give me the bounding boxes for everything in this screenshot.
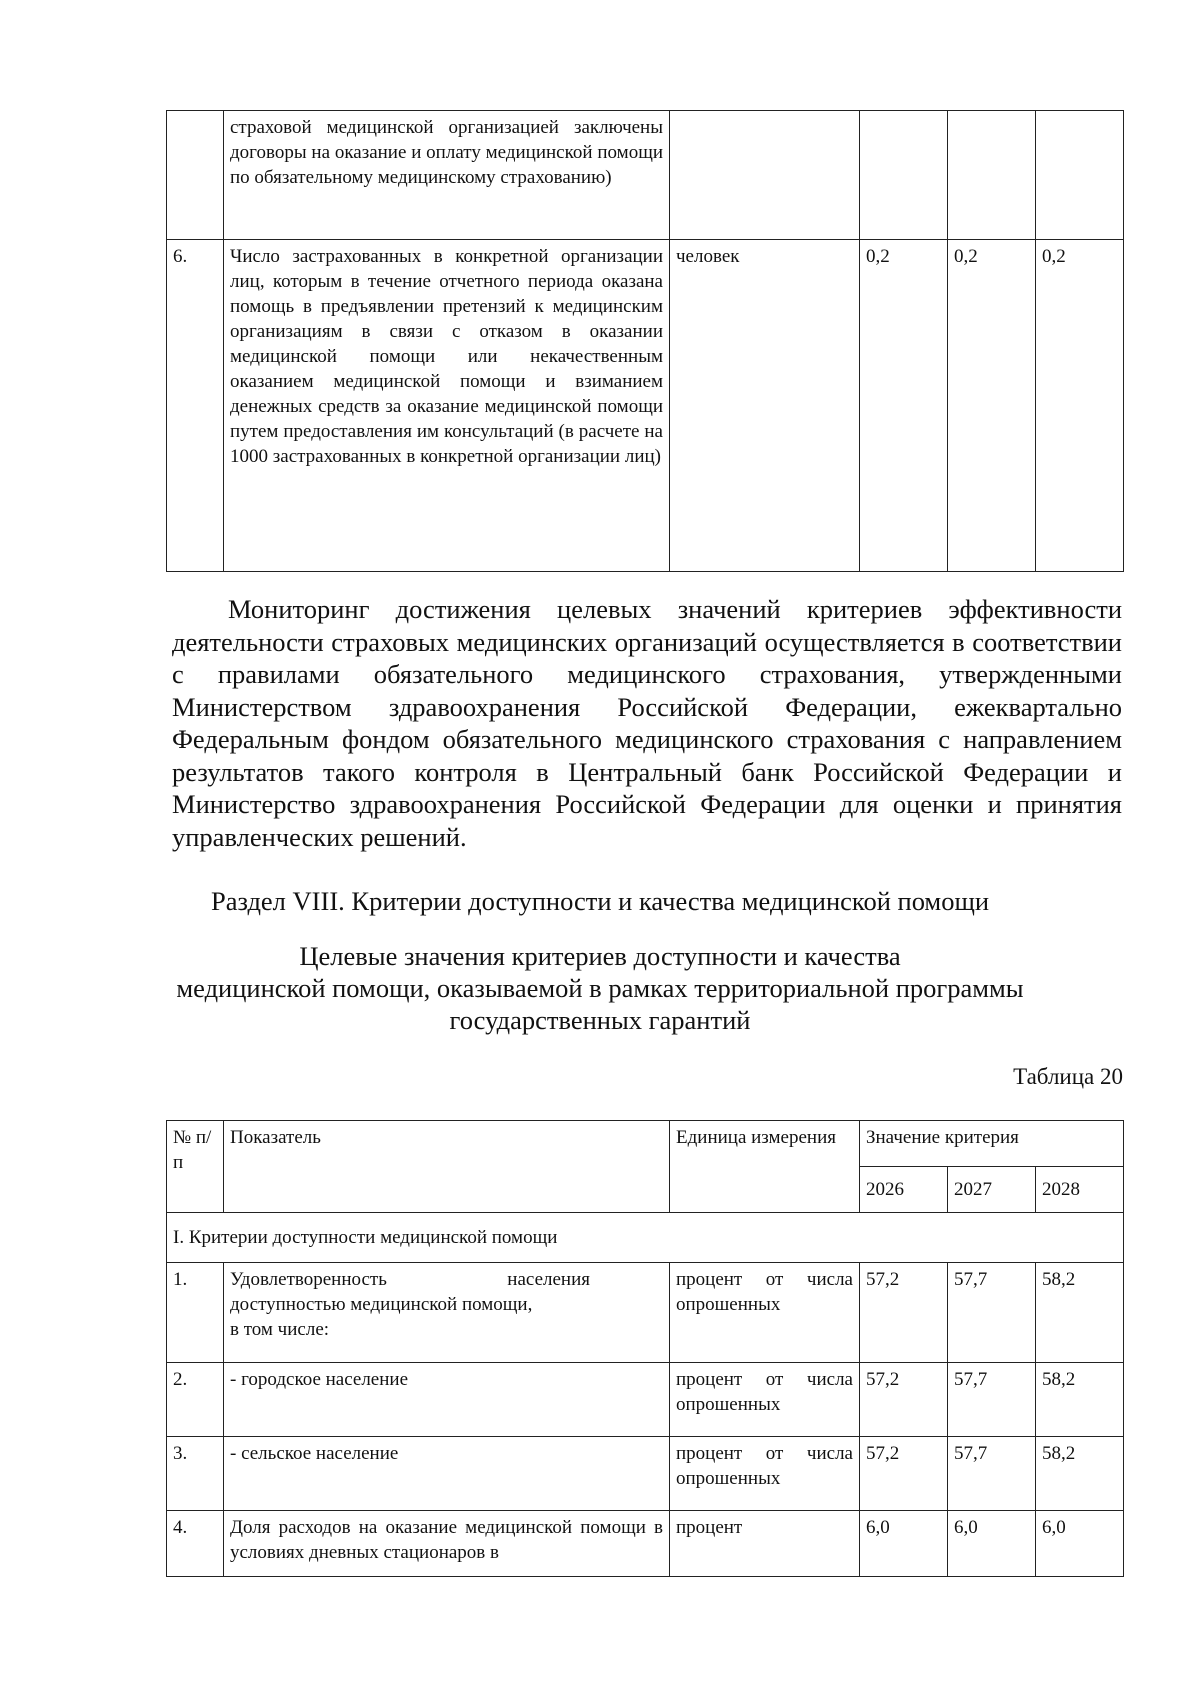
section-title: Раздел VIII. Критерии доступности и качества медицинской помощи xyxy=(210,886,990,916)
subtitle-line: медицинской помощи, оказываемой в рамках территориальной программы xyxy=(176,973,1024,1003)
table-row xyxy=(167,1363,1124,1437)
value-2028: 58,2 xyxy=(1036,1437,1124,1511)
subtitle-line: Целевые значения критериев доступности и качества xyxy=(299,941,901,971)
value-2026: 57,2 xyxy=(860,1263,948,1363)
value-2027 xyxy=(948,111,1036,240)
header-year-2026: 2026 xyxy=(860,1167,948,1213)
value-2027: 57,7 xyxy=(948,1363,1036,1437)
header-year-2028: 2028 xyxy=(1036,1167,1124,1213)
indicator-cell: Доля расходов на оказание медицинской помощи в условиях дневных стационаров в xyxy=(224,1511,670,1577)
table-row xyxy=(167,1511,1124,1577)
value-2027: 6,0 xyxy=(948,1511,1036,1577)
table-row xyxy=(167,240,1124,572)
row-number: 1. xyxy=(167,1263,224,1363)
unit-cell xyxy=(670,111,860,240)
value-2027: 57,7 xyxy=(948,1437,1036,1511)
subtitle-line: государственных гарантий xyxy=(449,1005,751,1035)
header-indicator: Показатель xyxy=(224,1121,670,1213)
value-2026: 57,2 xyxy=(860,1363,948,1437)
indicator-cell: - городское население xyxy=(224,1363,670,1437)
monitoring-paragraph: Мониторинг достижения целевых значений критериев эффективности деятельности страховых медицинских организаций осуществляется в соответствии с правилами обязательного медицинского страхования, утвержденными Министерством здравоохранения Российской Федерации, ежеквартально Федеральным фондом обязательного медицинского страхования с направлением результатов такого контроля в Центральный банк Российской Федерации и Министерство здравоохранения Российской Федерации для оценки и принятия управленческих решений. xyxy=(172,594,1122,852)
table-row xyxy=(167,1437,1124,1511)
table-subtitle xyxy=(0,940,1200,1036)
indicator-cell: Число застрахованных в конкретной организации лиц, которым в течение отчетного периода оказана помощь в предъявлении претензий к медицинским организациям в связи с отказом в оказании медицинской помощи или некачественным оказанием медицинской помощи и взиманием денежных средств за оказание медицинской помощи путем предоставления им консультаций (в расчете на 1000 застрахованных в конкретной организации лиц) xyxy=(224,240,670,572)
value-2026: 57,2 xyxy=(860,1437,948,1511)
row-number xyxy=(167,111,224,240)
header-num: № п/п xyxy=(167,1121,224,1213)
header-year-2027: 2027 xyxy=(948,1167,1036,1213)
row-number: 2. xyxy=(167,1363,224,1437)
table-header-row xyxy=(167,1121,1124,1167)
table-number-label: Таблица 20 xyxy=(1013,1064,1123,1089)
indicator-cell: страховой медицинской организацией заключены договоры на оказание и оплату медицинской помощи по обязательному медицинскому страхованию) xyxy=(224,111,670,240)
unit-cell: человек xyxy=(670,240,860,572)
value-2028: 58,2 xyxy=(1036,1263,1124,1363)
value-2027: 57,7 xyxy=(948,1263,1036,1363)
header-unit: Единица измерения xyxy=(670,1121,860,1213)
value-2026: 6,0 xyxy=(860,1511,948,1577)
value-2028: 0,2 xyxy=(1036,240,1124,572)
group-title: I. Критерии доступности медицинской помощи xyxy=(167,1213,1124,1263)
value-2028: 58,2 xyxy=(1036,1363,1124,1437)
unit-cell: процент от числа опрошенных xyxy=(670,1263,860,1363)
indicator-extra: в том числе: xyxy=(230,1319,330,1340)
unit-cell: процент от числа опрошенных xyxy=(670,1437,860,1511)
group-row xyxy=(167,1213,1124,1263)
unit-cell: процент xyxy=(670,1511,860,1577)
indicator-cell xyxy=(224,1263,670,1363)
row-number: 6. xyxy=(167,240,224,572)
value-2026 xyxy=(860,111,948,240)
value-2028 xyxy=(1036,111,1124,240)
criteria-table xyxy=(166,1120,1124,1577)
value-2026: 0,2 xyxy=(860,240,948,572)
row-number: 4. xyxy=(167,1511,224,1577)
indicator-text: Удовлетворенность населения доступностью медицинской помощи, xyxy=(230,1269,590,1315)
row-number: 3. xyxy=(167,1437,224,1511)
value-2027: 0,2 xyxy=(948,240,1036,572)
table-row xyxy=(167,1263,1124,1363)
unit-cell: процент от числа опрошенных xyxy=(670,1363,860,1437)
criteria-table-continued xyxy=(166,110,1124,572)
indicator-cell: - сельское население xyxy=(224,1437,670,1511)
value-2028: 6,0 xyxy=(1036,1511,1124,1577)
table-row xyxy=(167,111,1124,240)
header-value: Значение критерия xyxy=(860,1121,1124,1167)
